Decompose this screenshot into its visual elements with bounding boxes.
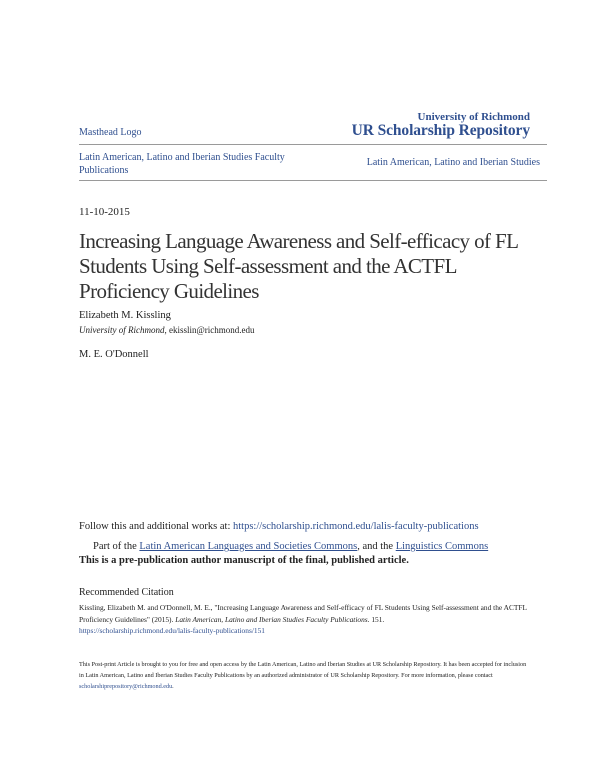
footer-end: . <box>172 683 174 690</box>
citation-text <box>79 602 527 637</box>
follow-url-link[interactable]: https://scholarship.richmond.edu/lalis-faculty-publications <box>233 521 479 532</box>
part-of-prefix: Part of the <box>93 541 137 552</box>
collection-link-faculty-publications[interactable]: Latin American, Latino and Iberian Studies Faculty Publications <box>79 152 285 176</box>
header-divider-bottom <box>79 180 547 181</box>
commons-link-latin-american-languages[interactable]: Latin American Languages and Societies Commons <box>139 541 358 552</box>
contact-email-link[interactable]: scholarshiprepository@richmond.edu <box>79 683 173 690</box>
publication-date: 11-10-2015 <box>79 206 130 218</box>
follow-line <box>79 521 479 532</box>
follow-prefix: Follow this and additional works at: <box>79 521 231 532</box>
author-email[interactable]: ekisslin@richmond.edu <box>168 325 255 335</box>
part-of-line <box>93 541 488 552</box>
university-name[interactable]: University of Richmond <box>417 111 530 123</box>
citation-main: Kissling, Elizabeth M. and O'Donnell, M. E., "Increasing Language Awareness and Self-efficacy of FL Students Using Self-assessment and the ACTFL Proficiency Guidelines" (2015). <box>79 603 527 624</box>
citation-heading: Recommended Citation <box>79 587 174 598</box>
article-title: Increasing Language Awareness and Self-efficacy of FL Students Using Self-assessment and the ACTFL Proficiency Guidelines <box>79 229 518 303</box>
footer-body: This Post-print Article is brought to you for free and open access by the Latin American, Latino and Iberian Studies at UR Scholarship Repository. It has been accepted for inclusion in Latin American, Latino and Iberian Studies Faculty Publications by an authorized administrator of UR Scholarship Repository. For more information, please contact <box>79 661 527 679</box>
masthead-logo[interactable]: Masthead Logo <box>79 127 142 138</box>
author-name: Elizabeth M. Kissling <box>79 310 171 321</box>
citation-url-link[interactable]: https://scholarship.richmond.edu/lalis-faculty-publications/151 <box>79 626 265 635</box>
citation-number: . 151. <box>367 614 385 624</box>
footer-notice <box>79 659 527 692</box>
author-name: M. E. O'Donnell <box>79 349 149 360</box>
citation-journal: Latin American, Latino and Iberian Studies Faculty Publications <box>175 614 368 624</box>
commons-link-linguistics[interactable]: Linguistics Commons <box>395 541 489 552</box>
affiliation-separator: , <box>164 325 169 335</box>
prepublication-note: This is a pre-publication author manuscript of the final, published article. <box>79 555 409 566</box>
header-divider-top <box>79 144 547 145</box>
and-the-text: , and the <box>357 541 394 552</box>
collection-link-department[interactable]: Latin American, Latino and Iberian Studies <box>366 157 540 168</box>
affiliation-institution: University of Richmond <box>79 325 165 335</box>
author-affiliation <box>79 325 255 335</box>
repository-name[interactable]: UR Scholarship Repository <box>351 122 530 139</box>
